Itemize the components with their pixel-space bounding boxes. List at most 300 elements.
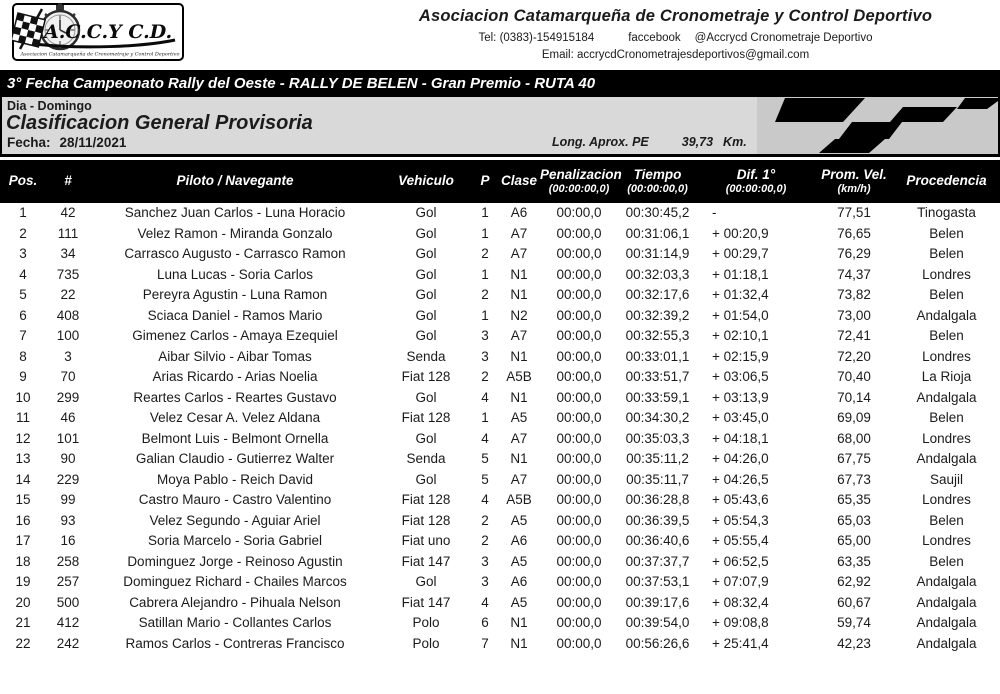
cell-vehicle: Polo	[412, 615, 440, 630]
cell-procedencia: Andalgala	[916, 389, 977, 405]
cell-procedencia: Belen	[929, 246, 964, 261]
cell-num: 258	[56, 553, 80, 569]
cell-clase: A5B	[506, 369, 532, 384]
cell-p: 3	[481, 553, 489, 569]
cell-prom_vel: 76,29	[837, 246, 871, 261]
cell-vehicle: Gol	[415, 328, 437, 343]
cell-pilot: Luna Lucas - Soria Carlos	[156, 266, 314, 282]
cell-procedencia: Londres	[922, 266, 971, 282]
cell-pos: 10	[15, 389, 31, 405]
results-body	[0, 203, 1000, 654]
cell-dif: + 04:26,5	[712, 471, 769, 487]
cell-procedencia: Andalgala	[916, 574, 977, 589]
cell-penalizacion: 00:00,0	[556, 635, 602, 651]
cell-p: 4	[481, 594, 489, 610]
cell-clase: A5	[510, 553, 528, 569]
cell-vehicle: Gol	[415, 205, 437, 220]
cell-num: 111	[57, 225, 79, 241]
column-header-num: #	[64, 173, 72, 189]
cell-clase: A6	[510, 533, 528, 548]
org-name: Asociacion Catamarqueña de Cronometraje y Control Deportivo	[418, 7, 933, 25]
cell-vehicle: Gol	[415, 287, 437, 302]
cell-tiempo: 00:30:45,2	[625, 205, 690, 220]
cell-vehicle: Gol	[415, 471, 437, 487]
cell-vehicle: Gol	[415, 266, 437, 282]
cell-tiempo: 00:36:28,8	[625, 492, 690, 507]
cell-p: 2	[481, 246, 489, 261]
cell-prom_vel: 72,41	[837, 328, 871, 343]
cell-prom_vel: 69,09	[837, 410, 871, 425]
cell-p: 4	[481, 430, 489, 446]
table-row	[0, 408, 1000, 429]
cell-pilot: Gimenez Carlos - Amaya Ezequiel	[132, 328, 338, 343]
cell-prom_vel: 74,37	[837, 266, 871, 282]
cell-penalizacion: 00:00,0	[556, 287, 602, 302]
cell-procedencia: Tinogasta	[917, 205, 976, 220]
cell-pos: 6	[19, 307, 27, 323]
table-row	[0, 552, 1000, 573]
cell-tiempo: 00:33:01,1	[625, 348, 690, 364]
cell-p: 2	[481, 287, 489, 302]
cell-num: 3	[64, 348, 72, 364]
cell-pilot: Carrasco Augusto - Carrasco Ramon	[124, 246, 346, 261]
cell-pilot: Soria Marcelo - Soria Gabriel	[147, 533, 323, 548]
cell-prom_vel: 67,73	[837, 471, 871, 487]
cell-prom_vel: 73,00	[837, 307, 871, 323]
cell-penalizacion: 00:00,0	[556, 369, 602, 384]
cell-vehicle: Fiat 128	[401, 492, 451, 507]
cell-procedencia: Belen	[929, 512, 964, 528]
cell-dif: + 05:55,4	[712, 533, 769, 548]
cell-num: 242	[56, 635, 80, 651]
cell-prom_vel: 68,00	[837, 430, 871, 446]
cell-dif: + 03:13,9	[712, 389, 769, 405]
column-header-penalizacion: Penalizacion (00:00:00,0)	[540, 166, 622, 195]
table-row	[0, 634, 1000, 655]
cell-procedencia: Londres	[922, 492, 971, 507]
cell-dif: + 05:54,3	[712, 512, 769, 528]
cell-tiempo: 00:39:54,0	[625, 615, 690, 630]
length-unit: Km.	[723, 135, 747, 149]
cell-prom_vel: 73,82	[837, 287, 871, 302]
cell-penalizacion: 00:00,0	[556, 328, 602, 343]
cell-pos: 9	[19, 369, 27, 384]
classification-title: Clasificacion General Provisoria	[6, 112, 313, 134]
cell-pilot: Velez Ramon - Miranda Gonzalo	[137, 225, 333, 241]
cell-prom_vel: 63,35	[837, 553, 871, 569]
results-table	[0, 160, 1000, 654]
cell-tiempo: 00:33:59,1	[625, 389, 690, 405]
cell-penalizacion: 00:00,0	[556, 574, 602, 589]
cell-dif: + 00:29,7	[712, 246, 769, 261]
cell-pos: 11	[15, 410, 30, 425]
table-row	[0, 511, 1000, 532]
cell-tiempo: 00:37:37,7	[625, 553, 690, 569]
cell-num: 70	[60, 369, 76, 384]
cell-num: 16	[60, 533, 76, 548]
cell-prom_vel: 76,65	[837, 225, 871, 241]
cell-dif: + 06:52,5	[712, 553, 769, 569]
cell-clase: A7	[510, 246, 528, 261]
cell-penalizacion: 00:00,0	[556, 533, 602, 548]
cell-dif: + 00:20,9	[712, 225, 769, 241]
cell-pos: 13	[15, 451, 31, 466]
cell-p: 7	[481, 635, 489, 651]
cell-vehicle: Gol	[415, 430, 437, 446]
letterhead	[0, 0, 1000, 70]
cell-prom_vel: 70,14	[837, 389, 871, 405]
info-band	[0, 97, 1000, 157]
column-header-p: P	[480, 173, 490, 189]
cell-pilot: Velez Cesar A. Velez Aldana	[149, 410, 321, 425]
column-header-pos: Pos.	[8, 173, 38, 189]
cell-prom_vel: 67,75	[837, 451, 871, 466]
cell-procedencia: La Rioja	[921, 369, 972, 384]
cell-num: 100	[56, 328, 80, 343]
cell-p: 2	[481, 369, 489, 384]
cell-num: 229	[56, 471, 80, 487]
cell-clase: N1	[510, 348, 528, 364]
table-row	[0, 470, 1000, 491]
cell-pos: 2	[19, 225, 27, 241]
cell-p: 5	[481, 471, 489, 487]
column-header-procedencia: Procedencia	[906, 173, 987, 189]
cell-vehicle: Gol	[415, 225, 437, 241]
cell-prom_vel: 60,67	[837, 594, 871, 610]
cell-vehicle: Polo	[412, 635, 440, 651]
cell-p: 1	[481, 266, 489, 282]
cell-vehicle: Fiat uno	[401, 533, 451, 548]
table-row	[0, 490, 1000, 511]
cell-pilot: Velez Segundo - Aguiar Ariel	[149, 512, 321, 528]
cell-vehicle: Senda	[406, 348, 446, 364]
cell-procedencia: Londres	[922, 430, 971, 446]
date-row	[7, 135, 126, 150]
checkered-flag-graphic	[757, 97, 998, 154]
cell-p: 6	[481, 615, 489, 630]
cell-pos: 12	[15, 430, 31, 446]
table-row	[0, 265, 1000, 286]
cell-tiempo: 00:35:03,3	[625, 430, 690, 446]
date-value: 28/11/2021	[59, 135, 127, 150]
cell-vehicle: Fiat 128	[401, 369, 451, 384]
stage-length-row	[552, 135, 747, 149]
column-header-pilot: Piloto / Navegante	[176, 173, 294, 189]
cell-num: 99	[60, 492, 76, 507]
cell-vehicle: Fiat 147	[401, 553, 451, 569]
cell-pilot: Castro Mauro - Castro Valentino	[138, 492, 332, 507]
cell-prom_vel: 42,23	[837, 635, 871, 651]
cell-p: 1	[481, 205, 489, 220]
cell-p: 1	[481, 307, 489, 323]
cell-procedencia: Belen	[929, 225, 964, 241]
cell-penalizacion: 00:00,0	[556, 205, 602, 220]
facebook-label: faccebook	[628, 32, 681, 44]
logo-caption: Asociacion Catamarqueña de Cronometraje y Control Deportivo	[20, 51, 180, 58]
table-row	[0, 613, 1000, 634]
cell-pilot: Dominguez Jorge - Reinoso Agustin	[127, 553, 343, 569]
cell-vehicle: Gol	[415, 246, 437, 261]
cell-num: 408	[56, 307, 80, 323]
table-header	[0, 160, 1000, 203]
cell-num: 500	[56, 594, 80, 610]
cell-dif: + 04:26,0	[712, 451, 769, 466]
cell-clase: N1	[510, 635, 528, 651]
cell-pos: 19	[15, 574, 31, 589]
cell-penalizacion: 00:00,0	[556, 553, 602, 569]
cell-procedencia: Belen	[929, 287, 964, 302]
cell-p: 5	[481, 451, 489, 466]
cell-prom_vel: 65,03	[837, 512, 871, 528]
cell-dif: + 09:08,8	[712, 615, 769, 630]
cell-num: 22	[60, 287, 76, 302]
phone-number: Tel: (0383)-154915184	[478, 32, 595, 44]
cell-clase: A6	[510, 574, 528, 589]
table-row	[0, 388, 1000, 409]
cell-clase: N1	[510, 389, 528, 405]
cell-procedencia: Belen	[929, 328, 964, 343]
cell-num: 735	[56, 266, 80, 282]
cell-penalizacion: 00:00,0	[556, 512, 602, 528]
cell-dif: + 03:06,5	[712, 369, 769, 384]
cell-clase: A5B	[506, 492, 532, 507]
cell-vehicle: Gol	[415, 574, 437, 589]
cell-penalizacion: 00:00,0	[556, 410, 602, 425]
cell-pilot: Satillan Mario - Collantes Carlos	[138, 615, 332, 630]
date-label: Fecha:	[7, 135, 51, 150]
cell-clase: A5	[510, 512, 528, 528]
table-row	[0, 326, 1000, 347]
cell-dif: + 08:32,4	[712, 594, 769, 610]
cell-tiempo: 00:35:11,2	[626, 451, 689, 466]
cell-dif: + 25:41,4	[712, 635, 769, 651]
cell-vehicle: Fiat 128	[401, 410, 451, 425]
column-header-vehicle: Vehiculo	[398, 173, 454, 189]
cell-p: 2	[481, 512, 489, 528]
contact-row	[355, 32, 996, 44]
length-value: 39,73	[681, 135, 714, 149]
cell-pilot: Ramos Carlos - Contreras Francisco	[125, 635, 345, 651]
event-title-bar	[0, 70, 1000, 97]
logo-acronym: A.C.C.Y C.D.	[44, 21, 173, 43]
cell-clase: A7	[510, 471, 528, 487]
table-row	[0, 203, 1000, 224]
cell-num: 101	[56, 430, 80, 446]
cell-clase: A5	[510, 410, 528, 425]
cell-procedencia: Belen	[929, 410, 964, 425]
cell-penalizacion: 00:00,0	[556, 266, 602, 282]
cell-tiempo: 00:39:17,6	[625, 594, 690, 610]
table-row	[0, 224, 1000, 245]
cell-dif: + 07:07,9	[712, 574, 769, 589]
cell-pilot: Moya Pablo - Reich David	[156, 471, 314, 487]
cell-prom_vel: 70,40	[837, 369, 871, 384]
table-row	[0, 347, 1000, 368]
table-row	[0, 572, 1000, 593]
cell-p: 3	[481, 328, 489, 343]
cell-pos: 21	[15, 615, 31, 630]
cell-num: 93	[60, 512, 76, 528]
cell-pilot: Galian Claudio - Gutierrez Walter	[135, 451, 335, 466]
cell-pilot: Cabrera Alejandro - Pihuala Nelson	[129, 594, 341, 610]
cell-procedencia: Andalgala	[916, 635, 977, 651]
table-row	[0, 306, 1000, 327]
cell-pos: 14	[15, 471, 31, 487]
cell-procedencia: Andalgala	[916, 451, 977, 466]
cell-clase: N1	[510, 266, 528, 282]
cell-pos: 18	[15, 553, 31, 569]
cell-p: 1	[481, 410, 489, 425]
table-row	[0, 593, 1000, 614]
cell-pilot: Sciaca Daniel - Ramos Mario	[147, 307, 323, 323]
cell-pos: 22	[15, 635, 31, 651]
org-logo	[12, 3, 184, 61]
cell-p: 4	[481, 389, 489, 405]
cell-pilot: Dominguez Richard - Chailes Marcos	[123, 574, 347, 589]
cell-tiempo: 00:33:51,7	[625, 369, 690, 384]
cell-procedencia: Londres	[922, 533, 971, 548]
cell-tiempo: 00:35:11,7	[626, 471, 689, 487]
cell-num: 412	[56, 615, 80, 630]
cell-pos: 5	[19, 287, 27, 302]
cell-tiempo: 00:32:55,3	[625, 328, 690, 343]
cell-dif: + 02:15,9	[712, 348, 769, 364]
column-header-tiempo: Tiempo (00:00:00,0)	[627, 166, 688, 195]
cell-tiempo: 00:36:39,5	[625, 512, 690, 528]
cell-dif: -	[712, 205, 717, 220]
cell-dif: + 03:45,0	[712, 410, 769, 425]
org-logo-graphic	[12, 3, 184, 61]
cell-vehicle: Gol	[415, 307, 437, 323]
cell-p: 3	[481, 348, 489, 364]
cell-vehicle: Fiat 128	[401, 512, 451, 528]
facebook-handle: @Accrycd Cronometraje Deportivo	[694, 32, 873, 44]
cell-procedencia: Andalgala	[916, 615, 977, 630]
cell-procedencia: Andalgala	[916, 307, 977, 323]
email-address: Email: accrycdCronometrajesdeportivos@gmail.com	[541, 49, 810, 61]
cell-tiempo: 00:56:26,6	[625, 635, 690, 651]
cell-clase: A6	[510, 205, 528, 220]
cell-pos: 20	[15, 594, 31, 610]
cell-procedencia: Belen	[929, 553, 964, 569]
cell-pilot: Aibar Silvio - Aibar Tomas	[158, 348, 312, 364]
table-row	[0, 429, 1000, 450]
cell-num: 90	[60, 451, 76, 466]
cell-penalizacion: 00:00,0	[556, 492, 602, 507]
cell-procedencia: Andalgala	[916, 594, 977, 610]
cell-pos: 16	[15, 512, 31, 528]
cell-pos: 4	[19, 266, 27, 282]
cell-penalizacion: 00:00,0	[556, 246, 602, 261]
cell-vehicle: Senda	[406, 451, 446, 466]
cell-tiempo: 00:36:40,6	[625, 533, 690, 548]
cell-pos: 8	[19, 348, 27, 364]
cell-prom_vel: 77,51	[837, 205, 871, 220]
cell-num: 257	[56, 574, 80, 589]
cell-num: 42	[60, 205, 76, 220]
cell-pos: 7	[19, 328, 27, 343]
cell-tiempo: 00:31:06,1	[625, 225, 690, 241]
cell-penalizacion: 00:00,0	[556, 225, 602, 241]
event-title: 3° Fecha Campeonato Rally del Oeste - RALLY DE BELEN - Gran Premio - RUTA 40	[7, 75, 596, 92]
table-row	[0, 285, 1000, 306]
cell-vehicle: Gol	[415, 389, 437, 405]
cell-clase: N1	[510, 615, 528, 630]
cell-pilot: Reartes Carlos - Reartes Gustavo	[133, 389, 337, 405]
cell-penalizacion: 00:00,0	[556, 430, 602, 446]
cell-pos: 3	[19, 246, 27, 261]
cell-clase: A7	[510, 328, 528, 343]
cell-penalizacion: 00:00,0	[556, 471, 602, 487]
table-row	[0, 531, 1000, 552]
cell-tiempo: 00:34:30,2	[625, 410, 690, 425]
column-header-clase: Clase	[500, 173, 538, 189]
cell-num: 34	[60, 246, 76, 261]
cell-pos: 17	[15, 533, 31, 548]
cell-clase: N1	[510, 451, 528, 466]
cell-prom_vel: 62,92	[837, 574, 871, 589]
cell-pilot: Pereyra Agustin - Luna Ramon	[142, 287, 328, 302]
day-label: Dia - Domingo	[7, 99, 92, 113]
cell-prom_vel: 65,00	[837, 533, 871, 548]
table-row	[0, 244, 1000, 265]
cell-clase: A7	[510, 225, 528, 241]
cell-procedencia: Londres	[922, 348, 971, 364]
cell-p: 3	[481, 574, 489, 589]
cell-penalizacion: 00:00,0	[556, 389, 602, 405]
cell-pilot: Sanchez Juan Carlos - Luna Horacio	[124, 205, 346, 220]
cell-num: 46	[60, 410, 76, 425]
table-row	[0, 449, 1000, 470]
cell-pos: 1	[19, 205, 27, 220]
column-header-dif: Dif. 1° (00:00:00,0)	[725, 166, 787, 195]
cell-penalizacion: 00:00,0	[556, 348, 602, 364]
cell-pilot: Arias Ricardo - Arias Noelia	[152, 369, 318, 384]
cell-prom_vel: 59,74	[837, 615, 871, 630]
cell-tiempo: 00:32:03,3	[625, 266, 690, 282]
table-row	[0, 367, 1000, 388]
cell-p: 2	[481, 533, 489, 548]
cell-tiempo: 00:32:17,6	[625, 287, 690, 302]
cell-vehicle: Fiat 147	[401, 594, 451, 610]
cell-dif: + 05:43,6	[712, 492, 769, 507]
cell-prom_vel: 72,20	[837, 348, 871, 364]
cell-prom_vel: 65,35	[837, 492, 871, 507]
cell-dif: + 04:18,1	[712, 430, 769, 446]
cell-dif: + 01:32,4	[712, 287, 769, 302]
cell-tiempo: 00:31:14,9	[625, 246, 690, 261]
length-label: Long. Aprox. PE	[552, 135, 649, 149]
cell-penalizacion: 00:00,0	[556, 451, 602, 466]
cell-dif: + 01:18,1	[712, 266, 769, 282]
cell-dif: + 02:10,1	[712, 328, 769, 343]
cell-penalizacion: 00:00,0	[556, 307, 602, 323]
cell-tiempo: 00:32:39,2	[625, 307, 690, 323]
cell-num: 299	[56, 389, 80, 405]
cell-clase: N1	[510, 287, 528, 302]
column-header-prom_vel: Prom. Vel. (km/h)	[821, 166, 887, 195]
cell-tiempo: 00:37:53,1	[625, 574, 690, 589]
cell-p: 4	[481, 492, 489, 507]
cell-pos: 15	[15, 492, 31, 507]
cell-pilot: Belmont Luis - Belmont Ornella	[141, 430, 329, 446]
cell-clase: N2	[510, 307, 528, 323]
cell-penalizacion: 00:00,0	[556, 615, 602, 630]
cell-clase: A5	[510, 594, 528, 610]
cell-procedencia: Saujil	[929, 471, 964, 487]
letterhead-text	[355, 7, 996, 61]
cell-clase: A7	[510, 430, 528, 446]
